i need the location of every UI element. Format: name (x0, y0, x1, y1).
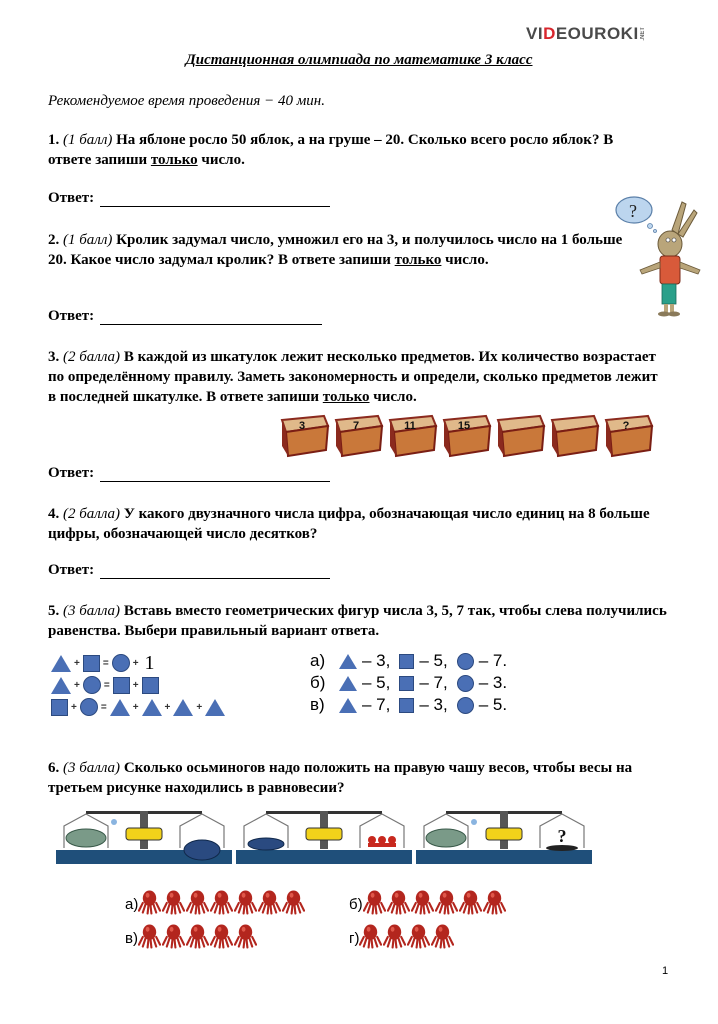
octopus-icon (282, 889, 305, 915)
square-icon (399, 654, 414, 669)
circle-icon (457, 697, 474, 714)
octopus-group (363, 889, 507, 919)
treasure-box (278, 412, 330, 458)
equation-row-2 (50, 674, 226, 696)
equation-row-3 (50, 696, 226, 718)
square-value: – 3, (419, 695, 448, 714)
question-number: 3. (48, 349, 60, 365)
answer-label: Ответ: (48, 465, 95, 481)
question-text: У какого двузначного числа цифра, обозначающая число единиц на 8 больше цифры, обозначающей число десятков? (48, 506, 650, 542)
circle-icon (112, 654, 130, 672)
octopus-icon (359, 923, 382, 949)
balance-scale-fish-octopus (236, 808, 412, 866)
octopus-icon (234, 923, 257, 949)
equation-row-1 (50, 652, 226, 674)
unknown-mark: ? (557, 826, 567, 846)
octopus-icon (210, 889, 233, 915)
octopus-icon (162, 923, 185, 949)
balance-scale-whale-fish (56, 808, 232, 866)
octopus-icon (186, 889, 209, 915)
square-icon (399, 676, 414, 691)
plus-sign: + (132, 657, 139, 669)
square-icon (51, 699, 68, 716)
answer-field-3[interactable] (100, 468, 330, 482)
triangle-icon (339, 698, 357, 713)
question-text: Кролик задумал число, умножил его на 3, и получилось число на 1 больше 20. Какое число задумал кролик? В ответе запиши (48, 232, 623, 268)
equals-sign: = (100, 701, 107, 713)
triangle-icon (339, 654, 357, 669)
octopus-icon (258, 889, 281, 915)
treasure-box (386, 412, 438, 458)
emphasis-only: только (394, 252, 442, 268)
square-icon (113, 677, 130, 694)
question-5 (48, 601, 668, 641)
plus-sign: + (164, 701, 171, 713)
answer-label: Ответ: (48, 308, 95, 324)
answer-1 (48, 190, 330, 207)
plus-sign: + (196, 701, 203, 713)
circle-icon (457, 653, 474, 670)
option-label: б) (349, 895, 363, 913)
triangle-icon (205, 699, 225, 716)
triangle-icon (173, 699, 193, 716)
balance-scales (56, 808, 592, 866)
question-1 (48, 130, 638, 170)
circle-icon (457, 675, 474, 692)
square-value: – 7, (419, 673, 448, 692)
question-number: 5. (48, 603, 60, 619)
logo-suffix: .NET (639, 27, 646, 41)
plus-sign: + (71, 701, 77, 713)
question-text-end: число. (197, 152, 245, 168)
equals-sign: = (102, 657, 109, 669)
option-label: в) (310, 695, 325, 714)
circle-icon (83, 676, 101, 694)
octopus-icon (363, 889, 386, 915)
equals-sign: = (103, 679, 110, 691)
triangle-value: – 3, (362, 651, 391, 670)
box-number: 7 (352, 420, 360, 432)
answer-field-2[interactable] (100, 311, 322, 325)
plus-sign: + (74, 657, 80, 669)
treasure-box (548, 412, 600, 458)
page-title: Дистанционная олимпиада по математике 3 класс (185, 52, 533, 68)
square-value: – 5, (419, 651, 448, 670)
option-label: а) (310, 651, 326, 670)
number-one: 1 (144, 651, 155, 674)
question-points: (2 балла) (63, 506, 121, 522)
octopus-icon (138, 923, 161, 949)
question-text: В каждой из шкатулок лежит несколько предметов. Их количество возрастает по определённому правилу. Заметь закономерность и определи, сколько предметов лежит в последней шкатулке. В ответе запиши (48, 349, 658, 405)
octopus-icon (210, 923, 233, 949)
answer-field-1[interactable] (100, 193, 330, 207)
logo-text-accent: D (543, 24, 556, 43)
triangle-value: – 5, (362, 673, 391, 692)
triangle-icon (51, 677, 71, 694)
treasure-box (602, 412, 654, 458)
octopus-group (138, 923, 258, 953)
question-points: (3 балла) (63, 760, 121, 776)
answer-2 (48, 308, 322, 325)
circle-icon (80, 698, 98, 716)
octopus-group (359, 923, 455, 953)
option-g[interactable] (349, 924, 455, 952)
answer-label: Ответ: (48, 190, 95, 206)
question-text: На яблоне росло 50 яблок, а на груше – 20. Сколько всего росло яблок? В ответе запиши (48, 132, 614, 168)
triangle-icon (51, 655, 71, 672)
question-text-end: число. (441, 252, 489, 268)
option-b[interactable] (310, 672, 515, 694)
page-number: 1 (662, 965, 669, 977)
octopus-group (138, 889, 306, 919)
treasure-box (440, 412, 492, 458)
question-6 (48, 758, 668, 798)
octopus-icon (411, 889, 434, 915)
circle-value: – 5. (478, 695, 508, 714)
emphasis-only: только (150, 152, 198, 168)
question-2 (48, 230, 638, 270)
triangle-icon (339, 676, 357, 691)
plus-sign: + (74, 679, 80, 691)
square-icon (142, 677, 159, 694)
option-b[interactable] (349, 890, 507, 918)
question-points: (3 балла) (63, 603, 121, 619)
emphasis-only: только (322, 389, 370, 405)
octopus-icon (234, 889, 257, 915)
option-label: г) (349, 929, 360, 947)
question-text: Сколько осьминогов надо положить на правую чашу весов, чтобы весы на третьем рисунке находились в равновесии? (48, 760, 633, 796)
octopus-icon (431, 923, 454, 949)
option-label: в) (125, 929, 138, 947)
option-label: а) (125, 895, 139, 913)
logo-text-post: EOUROKI (555, 24, 639, 43)
q5-answer-options (310, 650, 515, 716)
triangle-icon (142, 699, 162, 716)
answer-4 (48, 562, 330, 579)
option-v[interactable] (310, 694, 515, 716)
plus-sign: + (132, 679, 139, 691)
treasure-box (332, 412, 384, 458)
box-number: 11 (404, 420, 416, 432)
triangle-icon (110, 699, 130, 716)
question-points: (1 балл) (63, 232, 113, 248)
question-3 (48, 347, 658, 407)
octopus-icon (383, 923, 406, 949)
circle-value: – 3. (478, 673, 508, 692)
videouroki-logo (526, 24, 646, 44)
octopus-icon (138, 889, 161, 915)
octopus-icon (162, 889, 185, 915)
question-points: (2 балла) (63, 349, 121, 365)
circle-value: – 7. (478, 651, 508, 670)
logo-text-pre: VI (526, 24, 544, 43)
triangle-value: – 7, (362, 695, 391, 714)
box-number: ? (622, 420, 630, 432)
option-label: б) (310, 673, 326, 692)
answer-3 (48, 465, 330, 482)
shape-equations (50, 652, 226, 718)
question-number: 6. (48, 760, 60, 776)
plus-sign: + (132, 701, 139, 713)
svg-text:?: ? (629, 201, 637, 221)
box-number: 3 (298, 420, 306, 432)
octopus-icon (483, 889, 506, 915)
octopus-icon (186, 923, 209, 949)
octopus-icon (387, 889, 410, 915)
recommended-time: Рекомендуемое время проведения − 40 мин. (48, 93, 326, 109)
option-a[interactable] (310, 650, 515, 672)
option-a[interactable] (125, 890, 306, 918)
box-number: 15 (457, 420, 471, 432)
octopus-icon (435, 889, 458, 915)
square-icon (399, 698, 414, 713)
question-4 (48, 504, 668, 544)
square-icon (83, 655, 100, 672)
thinking-rabbit-illustration (612, 190, 712, 320)
option-v[interactable] (125, 924, 258, 952)
octopus-icon (407, 923, 430, 949)
question-points: (1 балл) (63, 132, 113, 148)
balance-scale-whale-unknown (416, 808, 592, 866)
treasure-box (494, 412, 546, 458)
answer-field-4[interactable] (100, 565, 330, 579)
question-number: 4. (48, 506, 60, 522)
octopus-icon (459, 889, 482, 915)
question-text-end: число. (369, 389, 417, 405)
question-number: 2. (48, 232, 60, 248)
answer-label: Ответ: (48, 562, 95, 578)
question-text: Вставь вместо геометрических фигур числа 3, 5, 7 так, чтобы слева получились равенства. Выбери правильный вариант ответа. (48, 603, 667, 639)
question-number: 1. (48, 132, 60, 148)
boxes-sequence (278, 412, 654, 458)
